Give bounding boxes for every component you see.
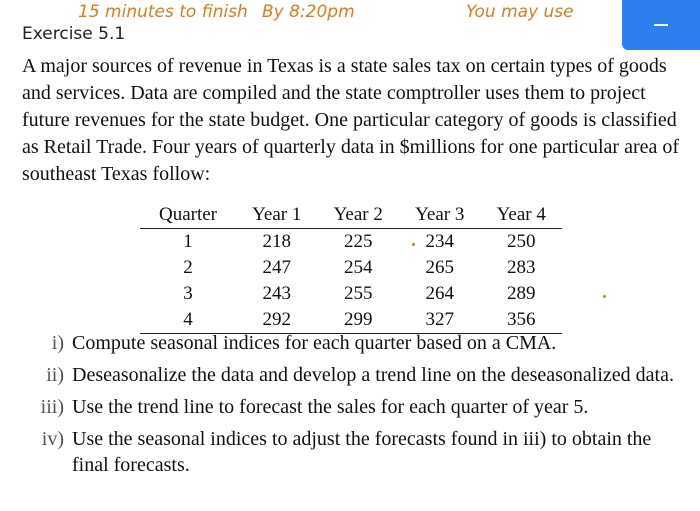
table-cell: 255 — [343, 283, 373, 304]
handwritten-note-deadline: By 8:20pm — [262, 2, 355, 22]
question-text: Use the trend line to forecast the sales for each quarter of year 5. — [72, 396, 589, 418]
table-cell: 299 — [343, 309, 373, 330]
table-cell: 356 — [506, 309, 536, 330]
table-row — [140, 229, 562, 256]
stray-ink-dot — [603, 295, 606, 298]
minimize-button[interactable] — [622, 0, 700, 50]
column-header: Year 4 — [496, 204, 546, 225]
stray-ink-dot — [412, 243, 415, 246]
table-cell: 225 — [343, 231, 373, 252]
question-text: Deseasonalize the data and develop a trend line on the deseasonalized data. — [72, 364, 674, 386]
table-cell: 243 — [262, 283, 291, 304]
table-cell: 4 — [183, 309, 193, 330]
question-list — [22, 330, 682, 484]
table-cell: 264 — [425, 283, 454, 304]
table-cell: 292 — [262, 309, 291, 330]
table-cell: 218 — [262, 231, 291, 252]
column-header: Year 2 — [333, 204, 383, 225]
table-cell: 289 — [506, 283, 536, 304]
handwritten-note-permission: You may use — [466, 2, 574, 22]
question-item — [22, 426, 682, 478]
handwritten-note-time-limit: 15 minutes to finish — [78, 2, 248, 22]
table-cell: 1 — [183, 231, 193, 252]
question-item — [22, 362, 682, 388]
column-header: Quarter — [158, 204, 218, 225]
column-header: Year 3 — [415, 204, 465, 225]
table-cell: 283 — [506, 257, 536, 278]
table-cell: 247 — [262, 257, 291, 278]
minimize-icon — [654, 24, 668, 26]
question-number: iii) — [40, 396, 64, 418]
table-cell: 234 — [425, 231, 454, 252]
table-cell: 254 — [343, 257, 373, 278]
question-number: ii) — [46, 364, 64, 386]
question-item — [22, 330, 682, 356]
table-header-row — [140, 202, 562, 229]
table-cell: 250 — [506, 231, 536, 252]
question-item — [22, 394, 682, 420]
table-cell: 265 — [425, 257, 454, 278]
exercise-intro: A major sources of revenue in Texas is a state sales tax on certain types of goods and services. Data are compiled and the state comptroller uses them to project future revenues for the state budget. One particular category of goods is classified as Retail Trade. Four years of quarterly data in $millions for one particular area of southeast Texas follow: — [22, 55, 680, 185]
table-cell: 327 — [425, 309, 454, 330]
question-text: Compute seasonal indices for each quarter based on a CMA. — [72, 332, 557, 354]
table-row — [140, 281, 562, 307]
column-header: Year 1 — [252, 204, 302, 225]
exercise-title: Exercise 5.1 — [22, 24, 126, 44]
table-cell: 3 — [183, 283, 193, 304]
question-text: Use the seasonal indices to adjust the forecasts found in iii) to obtain the final forecasts. — [72, 428, 652, 476]
revenue-table — [140, 202, 562, 334]
table-row — [140, 255, 562, 281]
table-cell: 2 — [183, 257, 193, 278]
question-number: i) — [51, 332, 64, 354]
question-number: iv) — [41, 428, 64, 450]
